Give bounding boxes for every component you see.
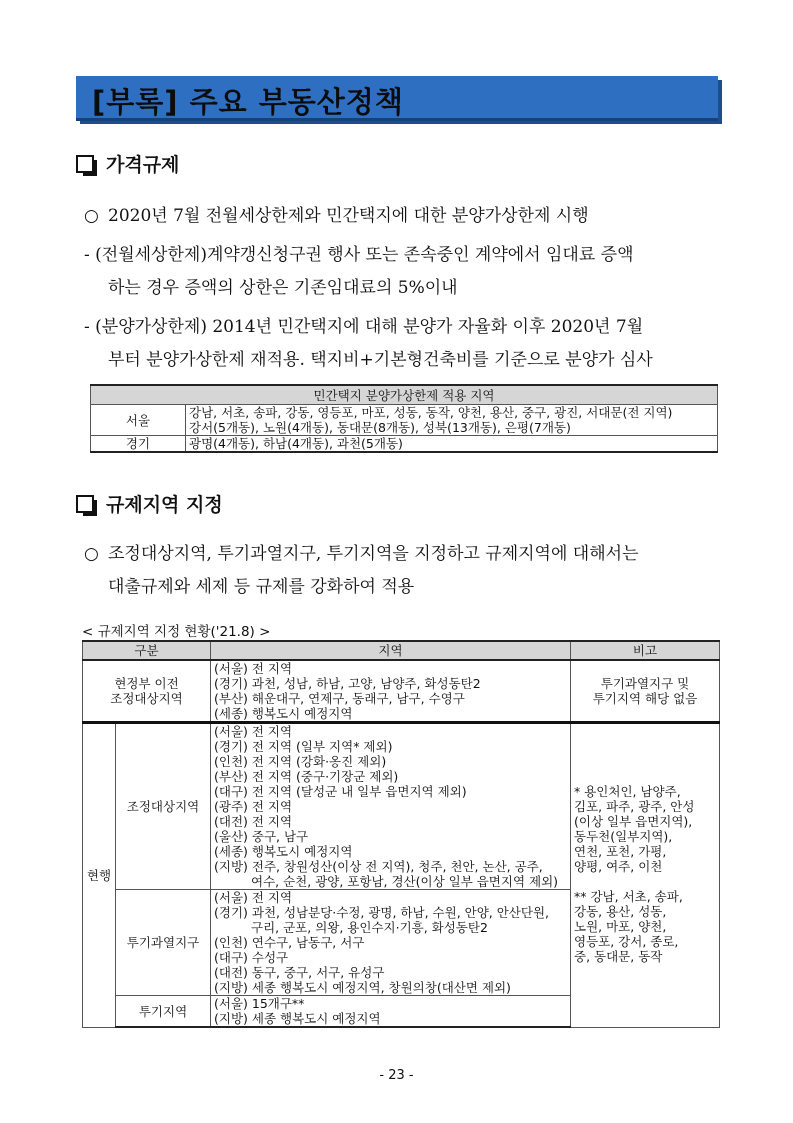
- region-line: (부산) 해운대구, 연제구, 동래구, 남구, 수영구: [214, 691, 465, 706]
- region-line: (대전) 전 지역: [214, 814, 293, 829]
- bullet-text: 2020년 7월 전월세상한제와 민간택지에 대한 분양가상한제 시행: [108, 206, 589, 226]
- region-line: (인천) 연수구, 남동구, 서구: [214, 935, 365, 950]
- region-line: (지방) 전주, 창원성산(이상 전 지역), 청주, 천안, 논산, 공주,: [214, 859, 543, 874]
- section-heading-text: 규제지역 지정: [106, 494, 223, 516]
- col-header-note: 비고: [571, 641, 720, 660]
- col-header-gubun: 구분: [83, 641, 211, 660]
- region-line: (세종) 행복도시 예정지역: [214, 706, 353, 721]
- prev-note: [571, 660, 720, 723]
- region-line: (지방) 세종 행복도시 예정지역, 창원의창(대산면 제외): [214, 980, 511, 995]
- price-paragraph: [84, 200, 724, 377]
- region-line: (경기) 전 지역 (일부 지역* 제외): [214, 739, 393, 754]
- checkbox-square-icon: [76, 495, 94, 513]
- prev-label: [83, 660, 211, 723]
- note-line: 노원, 마포, 양천,: [574, 919, 667, 934]
- dash1-line1: (전월세상한제)계약갱신청구권 행사 또는 존속중인 계약에서 임대료 증액: [95, 245, 634, 265]
- region-line: (서울) 전 지역: [214, 724, 293, 739]
- note-line: 중, 동대문, 동작: [574, 949, 663, 964]
- region-line: (대구) 전 지역 (달성군 내 일부 읍면지역 제외): [214, 784, 467, 799]
- dash2-line2: 부터 분양가상한제 재적용. 택지비+기본형건축비를 기준으로 분양가 심사: [108, 350, 653, 370]
- page-number: - 23 -: [379, 1068, 414, 1083]
- note-line: 영등포, 강서, 종로,: [574, 934, 679, 949]
- seoul-line2: 강서(5개동), 노원(4개동), 동대문(8개동), 성북(13개동), 은평(7개동): [189, 420, 571, 435]
- dash-marker: -: [84, 245, 96, 265]
- region-line: (대전) 동구, 중구, 서구, 유성구: [214, 965, 385, 980]
- section-heading-text: 가격규제: [106, 154, 180, 176]
- circle-bullet-icon: ○: [84, 206, 99, 226]
- seoul-line1: 강남, 서초, 송파, 강동, 영등포, 마포, 성동, 동작, 양천, 용산, 중구, 광진, 서대문(전 지역): [189, 405, 673, 420]
- title-box: [76, 76, 718, 121]
- dash1-line2: 하는 경우 증액의 상한은 기존임대료의 5%이내: [108, 278, 458, 298]
- note-line: 연천, 포천, 가평,: [574, 844, 667, 859]
- adj-regions: [211, 723, 571, 890]
- region-line-cont: 여수, 순천, 광양, 포항남, 경산(이상 일부 읍면지역 제외): [251, 874, 559, 889]
- region-line: (경기) 과천, 성남분당·수정, 광명, 하남, 수원, 안양, 안산단원,: [214, 905, 550, 920]
- region-line: (대구) 수성구: [214, 950, 289, 965]
- bullet-line1: 조정대상지역, 투기과열지구, 투기지역을 지정하고 규제지역에 대해서는: [108, 544, 639, 564]
- price-cap-table-header: 민간택지 분양가상한제 적용 지역: [91, 385, 718, 405]
- spec-label: 투기과열지구: [116, 890, 211, 996]
- dash-marker: -: [84, 317, 96, 337]
- note-line: 김포, 파주, 광주, 안성: [574, 799, 695, 814]
- note-line: 양평, 여주, 이천: [574, 859, 663, 874]
- note-line: (이상 일부 읍면지역),: [574, 814, 693, 829]
- page-title: [부록] 주요 부동산정책: [92, 85, 404, 119]
- region-line: (인천) 전 지역 (강화·옹진 제외): [214, 754, 387, 769]
- note-line: 동두천(일부지역),: [574, 829, 673, 844]
- region-line: (지방) 세종 행복도시 예정지역: [214, 1011, 381, 1026]
- table-caption: < 규제지역 지정 현황('21.8) >: [82, 624, 271, 640]
- region-line-cont: 구리, 군포, 의왕, 용인수지·기흥, 화성동탄2: [251, 920, 488, 935]
- zone-label: 투기지역: [116, 996, 211, 1028]
- price-cap-table: [90, 384, 718, 453]
- title-banner: [76, 76, 722, 124]
- spec-regions: [211, 890, 571, 996]
- note-line: * 용인처인, 남양주,: [574, 784, 681, 799]
- gyeonggi-label: 경기: [91, 436, 186, 453]
- note-line: ** 강남, 서초, 송파,: [574, 889, 683, 904]
- prev-regions: [211, 660, 571, 723]
- seoul-label: 서울: [91, 405, 186, 436]
- prev-label-line2: 조정대상지역: [110, 691, 183, 706]
- region-line: (부산) 전 지역 (중구·기장군 제외): [214, 769, 399, 784]
- regulation-paragraph: [84, 538, 724, 604]
- zone-regions: [211, 996, 571, 1028]
- bullet-line2: 대출규제와 세제 등 규제를 강화하여 적용: [108, 577, 415, 597]
- prev-label-line1: 현정부 이전: [114, 676, 179, 691]
- region-line: (세종) 행복도시 예정지역: [214, 844, 353, 859]
- note-line: 강동, 용산, 성동,: [574, 904, 667, 919]
- dash2-line1: (분양가상한제) 2014년 민간택지에 대해 분양가 자율화 이후 2020년 7월: [95, 317, 644, 337]
- region-line: (울산) 중구, 남구: [214, 829, 309, 844]
- section-heading-price: [76, 150, 179, 177]
- section-heading-regulation: [76, 490, 223, 517]
- regulation-table: [82, 640, 720, 1028]
- current-note: [571, 723, 720, 1028]
- region-line: (서울) 15개구**: [214, 996, 305, 1011]
- checkbox-square-icon: [76, 155, 94, 173]
- current-label: 현행: [83, 723, 116, 1028]
- region-line: (서울) 전 지역: [214, 661, 293, 676]
- col-header-region: 지역: [211, 641, 571, 660]
- gyeonggi-text: 광명(4개동), 하남(4개동), 과천(5개동): [186, 436, 718, 453]
- circle-bullet-icon: ○: [84, 544, 99, 564]
- prev-note-line2: 투기지역 해당 없음: [592, 691, 698, 706]
- region-line: (서울) 전 지역: [214, 890, 293, 905]
- prev-note-line1: 투기과열지구 및: [600, 676, 690, 691]
- adj-label: 조정대상지역: [116, 723, 211, 890]
- region-line: (광주) 전 지역: [214, 799, 293, 814]
- region-line: (경기) 과천, 성남, 하남, 고양, 남양주, 화성동탄2: [214, 676, 481, 691]
